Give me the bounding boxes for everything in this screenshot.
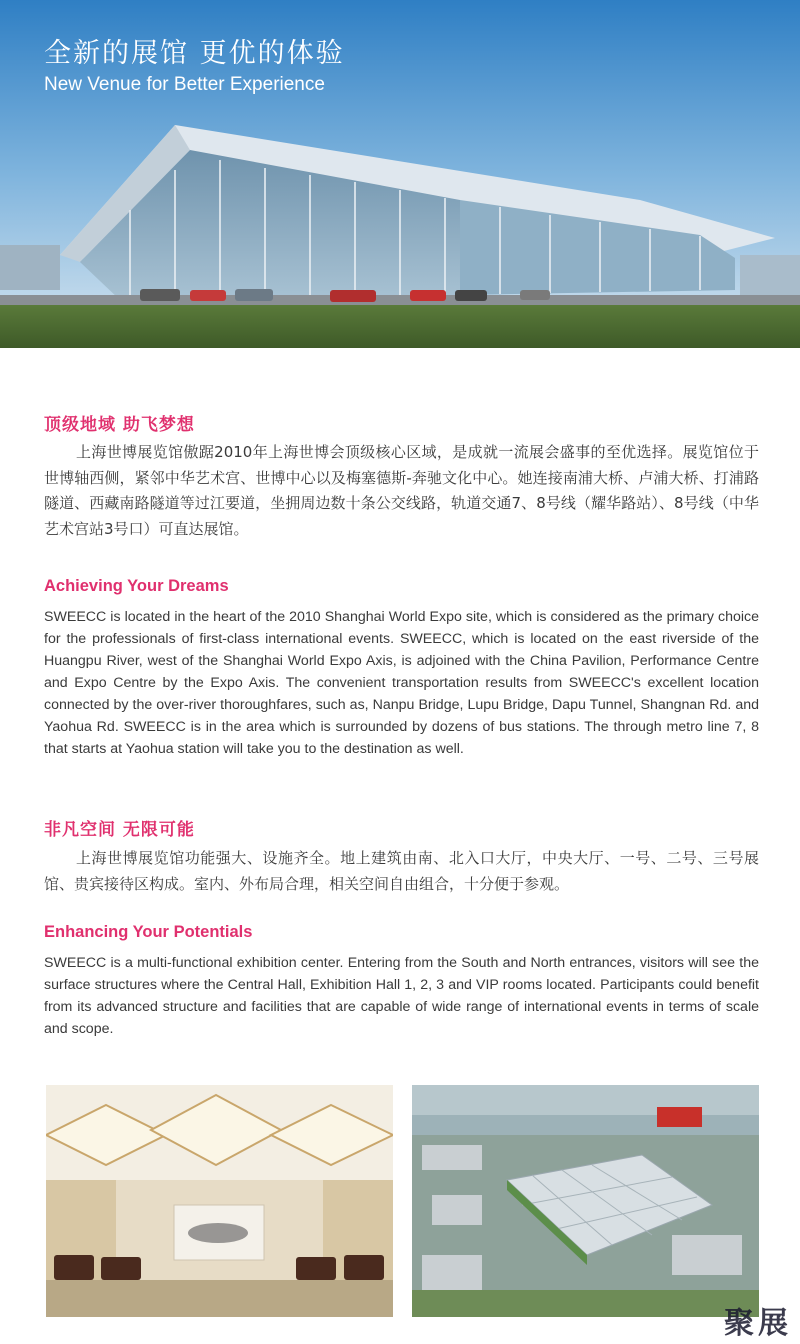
section2-paragraph-en: SWEECC is a multi-functional exhibition center. Entering from the South and North entrances, visitors will see the surface structures where the Central Hall, Exhibition Hall 1, 2, 3 and VIP rooms located. Participants could benefit from its advanced structure and facilities that are capable of wide range of international events in terms of scale and scope. [44,955,759,1037]
vip-room-photo [46,1085,393,1317]
hero-title [44,38,345,96]
hero-banner [0,0,800,348]
hero-title-en: New Venue for Better Experience [44,74,325,95]
section2-title-en: Enhancing Your Potentials [44,923,253,941]
watermark-logo: 聚展 [724,1306,792,1341]
section1-paragraph-cn: 上海世博展览馆傲踞2010年上海世博会顶级核心区域，是成就一流展会盛事的至优选择。展览馆位于世博轴西侧，紧邻中华艺术宫、世博中心以及梅塞德斯-奔驰文化中心。她连接南浦大桥、卢浦大桥、打浦路隧道、西藏南路隧道等过江要道，坐拥周边数十条公交线路，轨道交通7、8号线（耀华路站）、8号线（中华艺术宫站3号口）可直达展馆。 [44,443,759,538]
section1-paragraph-en: SWEECC is located in the heart of the 2010 Shanghai World Expo site, which is considered as the primary choice for the professionals of first-class international events. SWEECC, which is located on the east riverside of the Huangpu River, west of the Shanghai World Expo Axis, is adjoined with the China Pavilion, Performance Centre and Expo Centre by the Expo Axis. The convenient transportation results from SWEECC's excellent location connected by the over-river thoroughfares, such as, Nanpu Bridge, Lupu Bridge, Dapu Tunnel, Shangnan Rd. and Yaohua Rd. SWEECC is in the area which is surrounded by dozens of bus stations. The through metro line 7, 8 that starts at Yaohua station will take you to the destination as well. [44,609,759,757]
section2-title-cn: 非凡空间 无限可能 [44,820,195,840]
section1-title-cn: 顶级地域 助飞梦想 [44,415,195,435]
expo-aerial-photo [412,1085,759,1317]
hero-title-cn: 全新的展馆 更优的体验 [44,38,345,69]
section2-paragraph-cn: 上海世博展览馆功能强大、设施齐全。地上建筑由南、北入口大厅，中央大厅、一号、二号、三号展馆、贵宾接待区构成。室内、外布局合理，相关空间自由组合，十分便于参观。 [44,849,759,893]
section1-title-en: Achieving Your Dreams [44,577,229,595]
